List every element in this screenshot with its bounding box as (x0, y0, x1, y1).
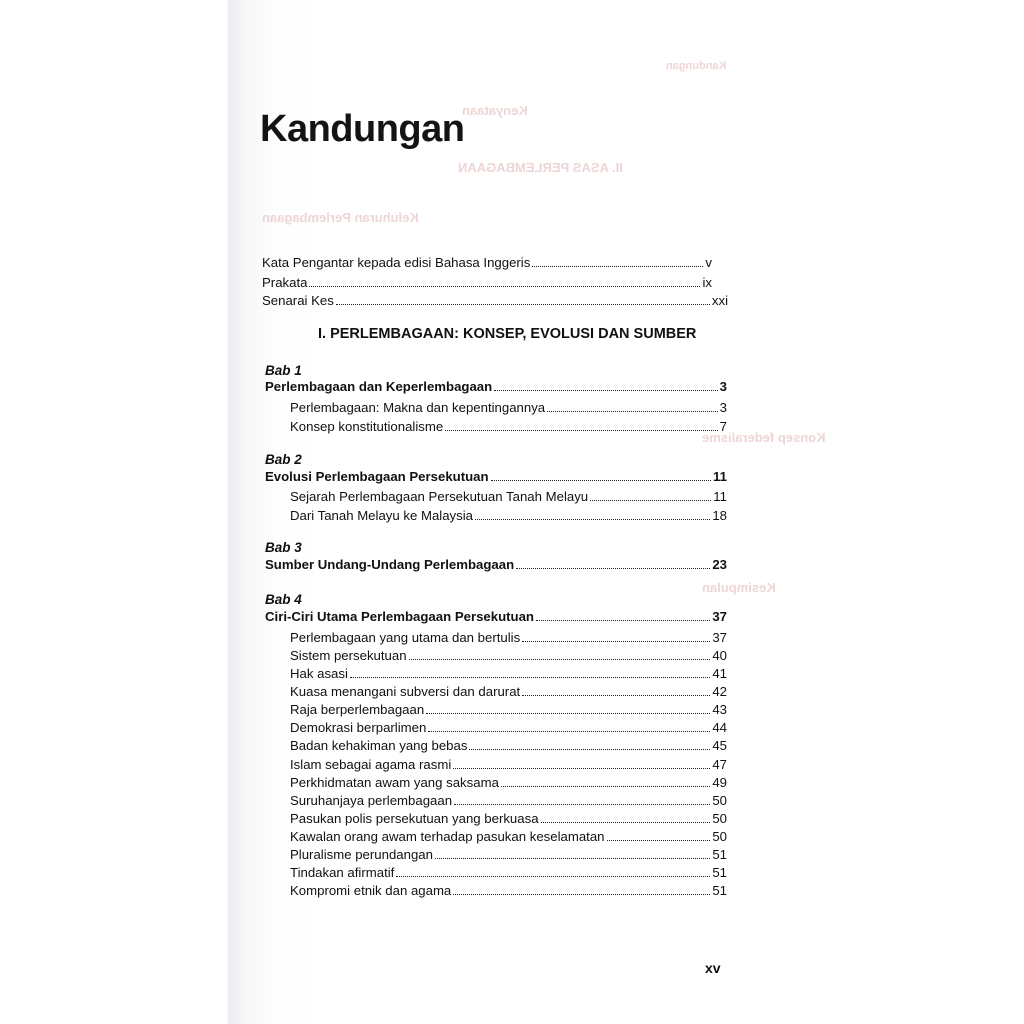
chapter-title: Evolusi Perlembagaan Persekutuan (265, 469, 489, 484)
toc-entry-page: 49 (712, 775, 727, 790)
toc-entry[interactable] (290, 683, 727, 700)
toc-entry[interactable] (290, 665, 727, 682)
chapter-page: 23 (712, 557, 727, 572)
dot-leader (336, 304, 710, 305)
dot-leader (494, 390, 717, 391)
chapter-number: Bab 2 (265, 452, 302, 467)
page-title: Kandungan (260, 108, 465, 150)
chapter-page: 37 (712, 609, 727, 624)
chapter-title: Ciri-Ciri Utama Perlembagaan Persekutuan (265, 609, 534, 624)
toc-entry-label: Perlembagaan: Makna dan kepentingannya (290, 400, 546, 415)
dot-leader (350, 677, 710, 678)
toc-entry-label: Perkhidmatan awam yang saksama (290, 775, 499, 790)
toc-entry-page: 7 (719, 419, 727, 434)
toc-entry-label: Islam sebagai agama rasmi (290, 757, 452, 772)
dot-leader (532, 266, 703, 267)
toc-entry[interactable] (290, 737, 727, 754)
toc-entry-label: Hak asasi (290, 666, 348, 681)
toc-entry-label: Senarai Kes (262, 293, 334, 308)
bleed-through-text: Kandungan (666, 60, 727, 72)
toc-entry[interactable] (290, 846, 727, 863)
toc-entry-page: 50 (712, 793, 727, 808)
chapter-entry[interactable] (265, 608, 727, 625)
bleed-through-text: II. ASAS PERLEMBAGAAN (458, 160, 623, 175)
dot-leader (453, 768, 710, 769)
dot-leader (309, 286, 700, 287)
toc-entry-label: Kata Pengantar kepada edisi Bahasa Inggeris (262, 255, 531, 270)
toc-entry[interactable] (262, 254, 712, 271)
toc-entry-page: 11 (713, 489, 727, 504)
dot-leader (435, 858, 710, 859)
toc-entry-label: Kawalan orang awam terhadap pasukan keselamatan (290, 829, 605, 844)
dot-leader (501, 786, 710, 787)
toc-entry-page: 42 (712, 684, 727, 699)
toc-entry[interactable] (262, 292, 728, 309)
bleed-through-text: Kesimpulan (702, 580, 776, 595)
toc-entry[interactable] (290, 774, 727, 791)
chapter-entry[interactable] (265, 468, 727, 485)
toc-entry[interactable] (290, 507, 727, 524)
toc-entry-label: Sejarah Perlembagaan Persekutuan Tanah Melayu (290, 489, 589, 504)
toc-entry-label: Badan kehakiman yang bebas (290, 738, 468, 753)
toc-entry[interactable] (290, 756, 727, 773)
toc-entry-page: 44 (712, 720, 727, 735)
dot-leader (536, 620, 710, 621)
dot-leader (475, 519, 710, 520)
toc-entry[interactable] (290, 864, 727, 881)
toc-entry-page: 51 (712, 883, 727, 898)
chapter-page: 3 (719, 379, 727, 394)
toc-entry[interactable] (290, 792, 727, 809)
toc-entry[interactable] (290, 488, 727, 505)
toc-entry[interactable] (290, 399, 727, 416)
toc-entry-page: xxi (711, 293, 728, 308)
dot-leader (454, 804, 710, 805)
toc-entry-label: Tindakan afirmatif (290, 865, 395, 880)
toc-entry-label: Suruhanjaya perlembagaan (290, 793, 453, 808)
toc-entry[interactable] (262, 274, 712, 291)
toc-entry[interactable] (290, 810, 727, 827)
chapter-entry[interactable] (265, 378, 727, 395)
toc-entry-label: Pluralisme perundangan (290, 847, 433, 862)
toc-entry[interactable] (290, 882, 727, 899)
toc-entry-label: Dari Tanah Melayu ke Malaysia (290, 508, 474, 523)
section-heading: I. PERLEMBAGAAN: KONSEP, EVOLUSI DAN SUMBER (318, 326, 697, 342)
toc-entry-label: Kompromi etnik dan agama (290, 883, 452, 898)
toc-entry-page: 51 (712, 865, 727, 880)
chapter-entry[interactable] (265, 556, 727, 573)
toc-entry-page: 41 (712, 666, 727, 681)
toc-entry[interactable] (290, 647, 727, 664)
toc-entry-label: Raja berperlembagaan (290, 702, 425, 717)
toc-entry-page: 40 (712, 648, 727, 663)
dot-leader (590, 500, 711, 501)
dot-leader (516, 568, 710, 569)
chapter-title: Sumber Undang-Undang Perlembagaan (265, 557, 515, 572)
dot-leader (547, 411, 718, 412)
toc-entry-label: Kuasa menangani subversi dan darurat (290, 684, 521, 699)
toc-entry-label: Sistem persekutuan (290, 648, 407, 663)
dot-leader (453, 894, 710, 895)
chapter-number: Bab 4 (265, 592, 302, 607)
toc-entry-page: 37 (712, 630, 727, 645)
dot-leader (409, 659, 711, 660)
toc-entry-label: Demokrasi berparlimen (290, 720, 427, 735)
dot-leader (469, 749, 710, 750)
chapter-number: Bab 3 (265, 540, 302, 555)
dot-leader (541, 822, 711, 823)
toc-entry-page: 50 (712, 829, 727, 844)
dot-leader (522, 695, 710, 696)
dot-leader (491, 480, 712, 481)
book-gutter (0, 0, 232, 1024)
toc-entry[interactable] (290, 719, 727, 736)
dot-leader (426, 713, 710, 714)
bleed-through-text: Keluhuran Perlembagaan (262, 210, 419, 225)
toc-entry-page: 45 (712, 738, 727, 753)
toc-entry[interactable] (290, 629, 727, 646)
toc-entry-page: 3 (719, 400, 727, 415)
chapter-page: 11 (713, 469, 727, 484)
toc-entry[interactable] (290, 828, 727, 845)
chapter-title: Perlembagaan dan Keperlembagaan (265, 379, 493, 394)
toc-entry-page: v (705, 255, 712, 270)
toc-entry[interactable] (290, 418, 727, 435)
bleed-through-text: Kenyataan (462, 103, 528, 118)
toc-entry[interactable] (290, 701, 727, 718)
toc-entry-label: Pasukan polis persekutuan yang berkuasa (290, 811, 539, 826)
toc-entry-page: ix (702, 275, 712, 290)
bleed-through-text: Konsep federalisme (702, 430, 826, 445)
toc-entry-page: 47 (712, 757, 727, 772)
dot-leader (396, 876, 710, 877)
toc-entry-page: 50 (712, 811, 727, 826)
dot-leader (445, 430, 717, 431)
toc-entry-page: 43 (712, 702, 727, 717)
dot-leader (607, 840, 711, 841)
toc-entry-page: 18 (712, 508, 727, 523)
toc-entry-label: Konsep konstitutionalisme (290, 419, 444, 434)
toc-entry-label: Prakata (262, 275, 308, 290)
toc-entry-label: Perlembagaan yang utama dan bertulis (290, 630, 521, 645)
page-number: xv (705, 960, 721, 976)
chapter-number: Bab 1 (265, 363, 302, 378)
dot-leader (522, 641, 710, 642)
dot-leader (428, 731, 710, 732)
toc-entry-page: 51 (712, 847, 727, 862)
